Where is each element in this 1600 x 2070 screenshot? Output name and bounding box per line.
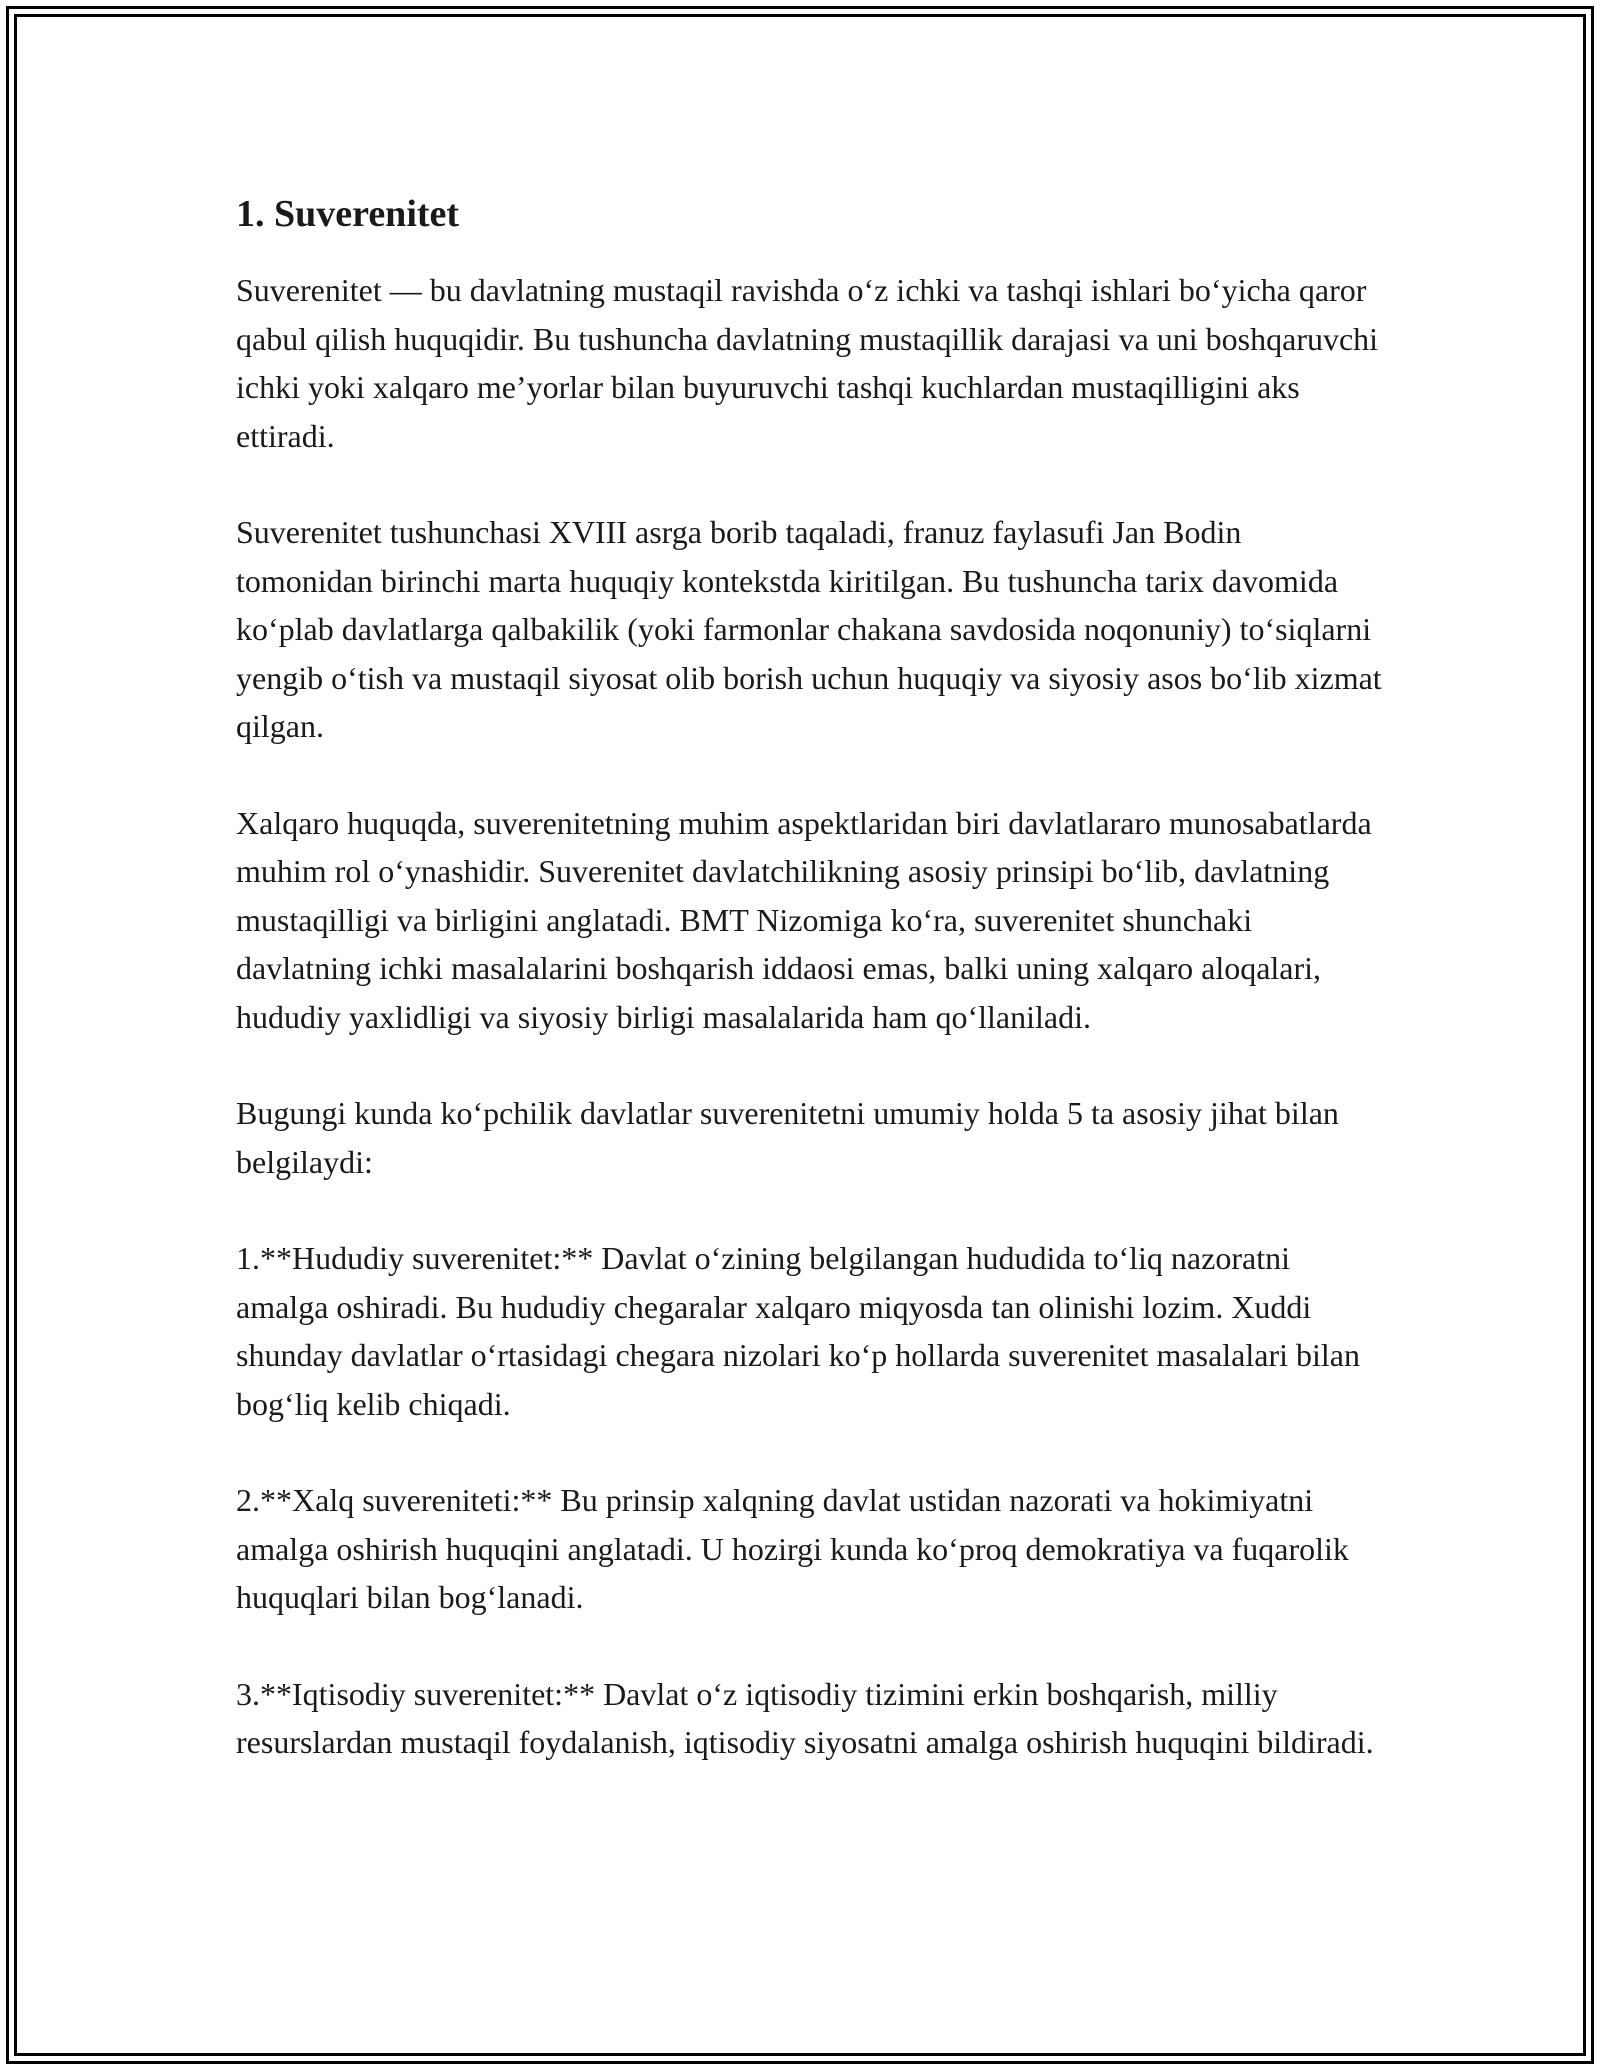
paragraph-history: Suverenitet tushunchasi XVIII asrga borib taqaladi, franuz faylasufi Jan Bodin tomonidan birinchi marta huquqiy kontekstda kiritilgan. Bu tushuncha tarix davomida ko‘plab davlatlarga qalbakilik (yoki farmonlar chakana savdosida noqonuniy) to‘siqlarni yengib o‘tish va mustaqil siyosat olib borish uchun huquqiy va siyosiy asos bo‘lib xizmat qilgan. bbox=[236, 514, 1382, 744]
document-body bbox=[236, 186, 1386, 1767]
section-heading: 1. Suverenitet bbox=[236, 193, 460, 235]
list-item-popular-sovereignty: 2.**Xalq suvereniteti:** Bu prinsip xalqning davlat ustidan nazorati va hokimiyatni amalga oshirish huquqini anglatadi. U hozirgi kunda ko‘proq demokratiya va fuqarolik huquqlari bilan bog‘lanadi. bbox=[236, 1482, 1349, 1615]
list-item-economic-sovereignty: 3.**Iqtisodiy suverenitet:** Davlat o‘z iqtisodiy tizimini erkin boshqarish, milliy resurslardan mustaqil foydalanish, iqtisodiy siyosatni amalga oshirish huquqini bildiradi. bbox=[236, 1675, 1374, 1760]
paragraph-international-law: Xalqaro huquqda, suverenitetning muhim aspektlaridan biri davlatlararo munosabatlarda muhim rol o‘ynashidir. Suverenitet davlatchilikning asosiy prinsipi bo‘lib, davlatning mustaqilligi va birligini anglatadi. BMT Nizomiga ko‘ra, suverenitet shunchaki davlatning ichki masalalarini boshqarish iddaosi emas, balki uning xalqaro aloqalari, hududiy yaxlidligi va siyosiy birligi masalalarida ham qo‘llaniladi. bbox=[236, 804, 1372, 1035]
list-item-territorial-sovereignty: 1.**Hududiy suverenitet:** Davlat o‘zining belgilangan hududida to‘liq nazoratni amalga oshiradi. Bu hududiy chegaralar xalqaro miqyosda tan olinishi lozim. Xuddi shunday davlatlar o‘rtasidagi chegara nizolari ko‘p hollarda suverenitet masalalari bilan bog‘liq kelib chiqadi. bbox=[236, 1240, 1360, 1422]
paragraph-five-aspects-intro: Bugungi kunda ko‘pchilik davlatlar suverenitetni umumiy holda 5 ta asosiy jihat bilan belgilaydi: bbox=[236, 1095, 1339, 1180]
paragraph-definition: Suverenitet — bu davlatning mustaqil ravishda o‘z ichki va tashqi ishlari bo‘yicha qaror qabul qilish huquqidir. Bu tushuncha davlatning mustaqillik darajasi va uni boshqaruvchi ichki yoki xalqaro me’yorlar bilan buyuruvchi tashqi kuchlardan mustaqilligini aks ettiradi. bbox=[236, 272, 1379, 454]
